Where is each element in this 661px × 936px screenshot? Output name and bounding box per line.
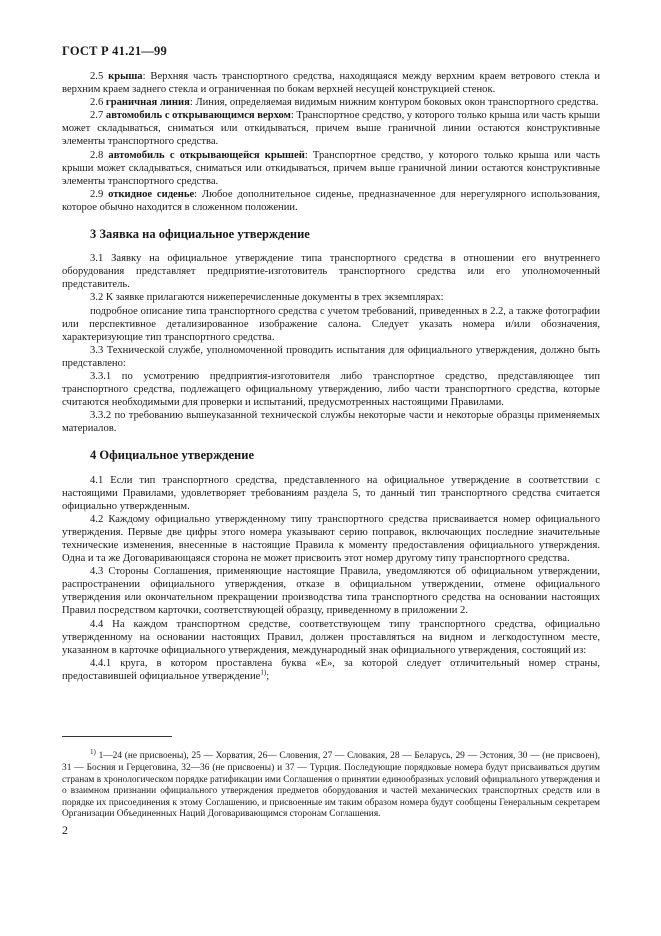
footnote <box>62 748 600 821</box>
paragraph-4-1: 4.1 Если тип транспортного средства, представленного на официальное утверждение в соответствии с настоящими Правилами, удовлетворяет требованиям раздела 5, то данный тип транспортного средства считается официально утвержденным. <box>62 474 600 512</box>
paragraph-3-2-description: подробное описание типа транспортного средства с учетом требований, приведенных в 2.2, а также фотографии или перспективное детализированное изображение салона. Следует указать номера и/или обозначения, характеризующие тип транспортного средства. <box>62 305 600 343</box>
term: граничная линия <box>105 97 190 109</box>
section-3-title: 3 Заявка на официальное утверждение <box>90 227 310 242</box>
paragraph-2-6 <box>62 96 600 109</box>
document-header: ГОСТ Р 41.21—99 <box>62 44 167 58</box>
section-4-title: 4 Официальное утверждение <box>90 448 254 463</box>
footnote-reference[interactable]: 1) <box>260 668 267 677</box>
document-body <box>62 70 600 683</box>
paragraph-number: 2.7 <box>90 110 104 122</box>
paragraph-3-3-1: 3.3.1 по усмотрению предприятия-изготовителя либо транспортное средство, представляющее тип транспортного средства, подлежащего официальному утверждению, либо части транспортного средства, которые считаются необходимыми для проверки и испытаний, предусмотренных настоящими Правилами. <box>62 370 600 409</box>
paragraph-number: 2.9 <box>90 188 104 200</box>
definition: : Транспортное средство, у которого только крыша или часть крыши может складываться, сниматься или откидываться, причем выше граничной линии остаются конструктивные элементы транспортного средства. <box>62 149 600 187</box>
paragraph-4-4: 4.4 На каждом транспортном средстве, соответствующем типу транспортного средства, официально утвержденному на основании настоящих Правил, должен проставляться на видном и легкодоступном месте, указанном в карточке официального утверждения, международный знак официального утверждения, состоящий из: <box>62 618 600 656</box>
footnote-mark: 1) <box>90 748 96 757</box>
paragraph-4-4-1 <box>62 657 600 683</box>
paragraph-3-1: 3.1 Заявку на официальное утверждение типа транспортного средства в отношении его внутреннего оборудования представляет предприятие-изготовитель транспортного средства или его уполномоченный представитель. <box>62 253 600 291</box>
term: крыша <box>108 71 143 82</box>
punctuation: ; <box>266 670 270 682</box>
term: автомобиль с открывающейся крышей <box>108 149 305 161</box>
footnote-separator <box>62 736 172 737</box>
paragraph-2-8 <box>62 149 600 188</box>
paragraph-number: 2.8 <box>90 149 104 161</box>
paragraph-3-2: 3.2 К заявке прилагаются нижеперечисленные документы в трех экземплярах: <box>90 292 444 304</box>
definition: : Линия, определяемая видимым нижним контуром боковых окон транспортного средства. <box>189 97 599 109</box>
term: откидное сиденье <box>108 188 195 200</box>
paragraph-number: 2.6 <box>90 97 104 109</box>
paragraph-number: 2.5 <box>90 71 104 82</box>
paragraph-4-2: 4.2 Каждому официально утвержденному типу транспортного средства присваивается номер официального утверждения. Первые две цифры этого номера указывают серию поправок, включающих последние значительные технические изменения, внесенные в настоящие Правила к моменту предоставления официального утверждения. Одна и та же Договаривающаяся сторона не может присвоить этот номер другому типу транспортного средства. <box>62 513 600 565</box>
definition: : Верхняя часть транспортного средства, находящаяся между верхним краем ветрового стекла и верхним краем заднего стекла и ограниченная по бокам верхней несущей конструкцией стенок. <box>62 71 600 96</box>
footnote-text: 1—24 (не присвоены), 25 — Хорватия, 26— Словения, 27 — Словакия, 28 — Беларусь, 29 — Эстония, 30 — (не присвоен), 31 — Босния и Герцеговина, 32—36 (не присвоены) и 37 — Турция. Последующие порядковые номера будут присваиваться другим странам в хронологическом порядке ратификации ими Соглашения о принятии единообразных условий официального утверждения и о взаимном признании официального утверждения предметов оборудования и частей механических транспортных средств или в порядке их присоединения к этому Соглашению, и присвоенные им таким образом номера будут сообщены Генеральным секретарем Организации Объединенных Наций Договаривающимся сторонам Соглашения. <box>62 751 600 820</box>
definition: : Транспортное средство, у которого только крыша или часть крыши может складываться, сниматься или откидываться, причем выше граничной линии остаются конструктивные элементы транспортного средства. <box>62 110 600 148</box>
paragraph-2-7 <box>62 109 600 148</box>
paragraph-3-3-2: 3.3.2 по требованию вышеуказанной технической службы некоторые части и некоторые образцы применяемых материалов. <box>62 410 600 435</box>
paragraph-3-3: 3.3 Технической службе, уполномоченной проводить испытания для официального утверждения, должно быть представлено: <box>62 344 600 369</box>
paragraph-2-9 <box>62 188 600 214</box>
term: автомобиль с открывающимся верхом <box>105 110 291 122</box>
paragraph-2-5 <box>62 70 600 96</box>
page-number: 2 <box>62 823 68 837</box>
definition: : Любое дополнительное сиденье, предназначенное для нерегулярного использования, которое обычно находится в сложенном положении. <box>62 188 600 213</box>
paragraph-text: 4.4.1 круга, в котором проставлена буква «Е», за которой следует отличительный номер страны, предоставившей официальное утверждение <box>62 657 600 682</box>
paragraph-4-3: 4.3 Стороны Соглашения, применяющие настоящие Правила, уведомляются об официальном утверждении, распространении официального утверждения, отказе в официальном утверждении, отмене официального утверждения или окончательном прекращении производства типа транспортного средства на основании настоящих Правил посредством карточки, соответствующей образцу, приведенному в приложении 2. <box>62 566 600 617</box>
